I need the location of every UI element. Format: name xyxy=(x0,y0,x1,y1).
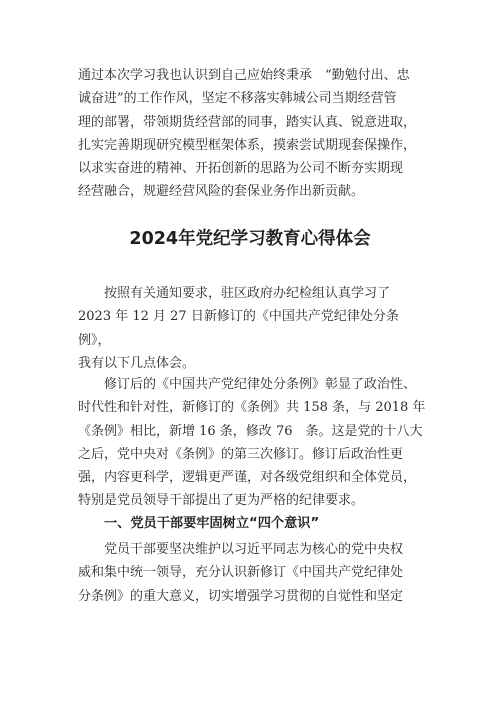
paragraph-regulation-summary xyxy=(78,373,438,513)
text-line: 按照有关通知要求，驻区政府办纪检组认真学习了 xyxy=(104,286,391,301)
text-line: 威和集中统一领导，充分认识新修订《中国共产党纪律处 xyxy=(78,565,404,581)
text-line: 特别是党员领导干部提出了更为严格的纪律要求。 xyxy=(78,493,365,509)
text-line: 我有以下几点体会。 xyxy=(78,355,196,371)
text-line: 时代性和针对性，新修订的《条例》共 158 条，与 2018 年 xyxy=(78,400,426,416)
paragraph-section-body xyxy=(78,538,438,608)
intro-paragraph xyxy=(78,64,438,204)
text-line: 强，内容更科学，逻辑更严谨，对各级党组织和全体党员， xyxy=(78,470,417,486)
document-title: 2024年党纪学习教育心得体会 xyxy=(129,229,371,249)
text-line: 理的部署，带领期货经营部的同事，踏实认真、锐意进取， xyxy=(78,114,417,130)
text-line: 通过本次学习我也认识到自己应始终秉承 “勤勉付出、忠 xyxy=(78,68,410,83)
text-line: 之后，党中央对《条例》的第三次修订。修订后政治性更 xyxy=(78,446,404,462)
text-line: 扎实完善期现研究模型框架体系，摸索尝试期现套保操作， xyxy=(78,137,417,153)
text-line: 以求实奋进的精神、开拓创新的思路为公司不断夯实期现 xyxy=(78,161,404,177)
text-line: 例》， xyxy=(78,332,111,348)
paragraph-notice xyxy=(78,282,438,375)
text-line: 《条例》相比，新增 16 条，修改 76 条。这是党的十八大 xyxy=(78,423,423,439)
text-line: 2023 年 12 月 27 日新修订的《中国共产党纪律处分条 xyxy=(78,309,399,325)
text-line: 修订后的《中国共产党纪律处分条例》彰显了政治性、 xyxy=(104,377,417,392)
text-line: 党员干部要坚决维护以习近平同志为核心的党中央权 xyxy=(104,542,404,557)
text-line: 分条例》的重大意义，切实增强学习贯彻的自觉性和坚定 xyxy=(78,588,404,604)
text-line: 诚奋进”的工作作风，坚定不移落实韩城公司当期经营管 xyxy=(78,91,397,107)
text-line: 经营融合，规避经营风险的套保业务作出新贡献。 xyxy=(78,184,365,200)
section-heading: 一、党员干部要牢固树立“四个意识” xyxy=(104,516,320,531)
